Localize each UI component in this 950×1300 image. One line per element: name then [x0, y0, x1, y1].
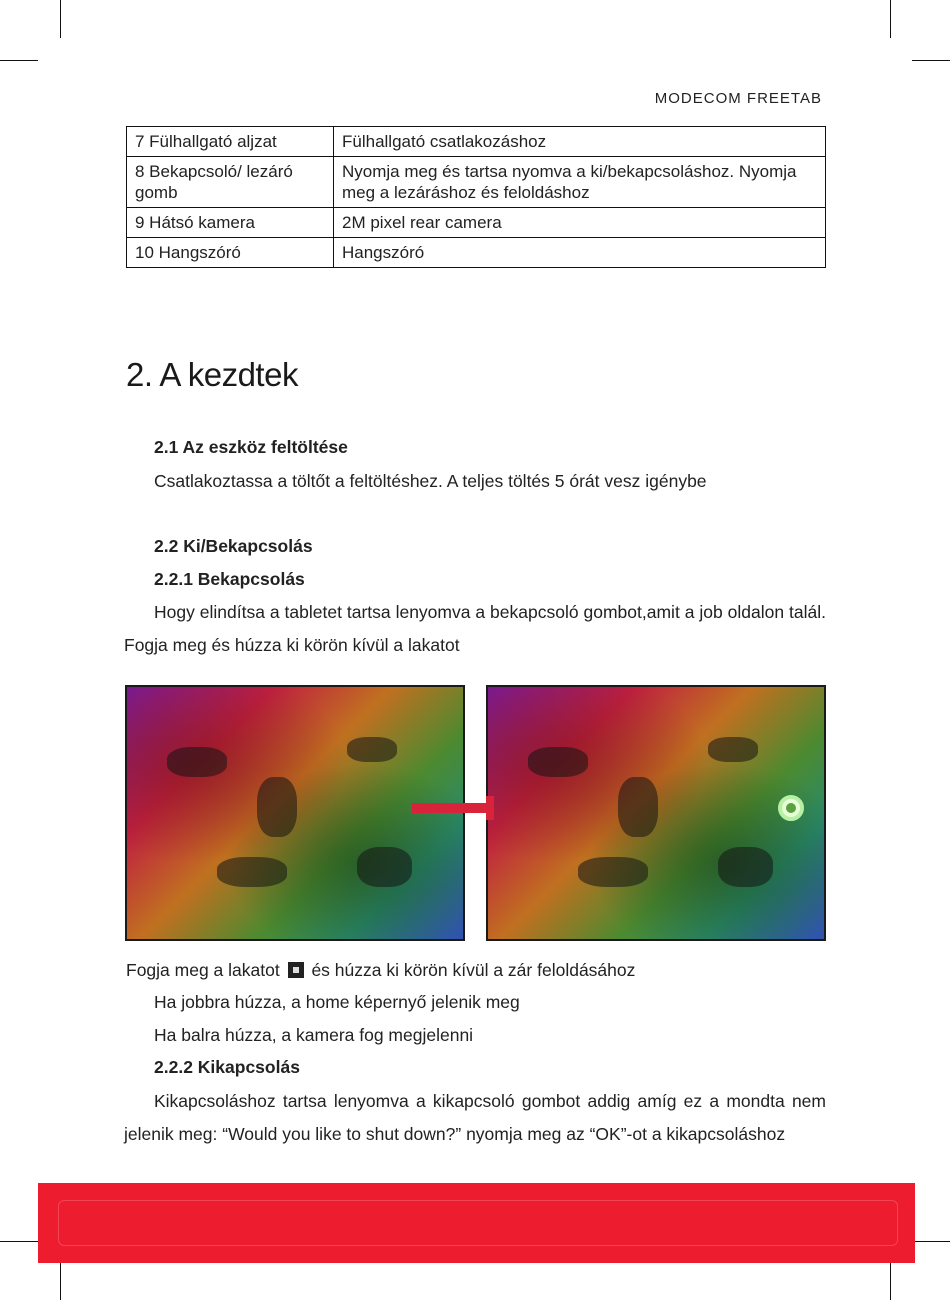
crop-mark [890, 1262, 891, 1300]
table-row [127, 127, 826, 157]
table-row [127, 157, 826, 208]
unlock-dot [786, 803, 796, 813]
caption-after: és húzza ki körön kívül a zár feloldásához [311, 960, 636, 980]
table-row [127, 238, 826, 268]
note-left: Ha balra húzza, a kamera fog megjelenni [154, 1025, 474, 1045]
heading-charging: 2.1 Az eszköz feltöltése [154, 437, 348, 457]
heading-power-on: 2.2.1 Bekapcsolás [154, 569, 305, 589]
arrow-right-icon [412, 803, 492, 813]
heading-power-off: 2.2.2 Kikapcsolás [154, 1057, 300, 1077]
caption-line [126, 960, 635, 981]
crop-mark [60, 1262, 61, 1300]
lock-icon [288, 962, 304, 978]
crop-mark [0, 1241, 38, 1242]
note-right: Ha jobbra húzza, a home képernyő jelenik meg [154, 992, 520, 1012]
paragraph-power-on: Hogy elindítsa a tabletet tartsa lenyomva a bekapcsoló gombot,amit a job oldalon talál. Fogja meg és húzza ki körön kívül a lakatot [124, 602, 826, 655]
lockscreen-screenshot-right [486, 685, 826, 941]
table-cell-desc: Hangszóró [334, 238, 826, 268]
footer-frame [58, 1200, 898, 1246]
paragraph-power-off: Kikapcsoláshoz tartsa lenyomva a kikapcsoló gombot addig amíg ez a mondta nem jelenik meg: “Would you like to shut down?” nyomja meg az “OK”-ot a kikapcsoláshoz [124, 1091, 826, 1144]
running-header: MODECOM FREETAB [654, 90, 822, 107]
table-cell-desc: Fülhallgató csatlakozáshoz [334, 127, 826, 157]
table-cell-label: 8 Bekapcsoló/ lezáró gomb [127, 157, 334, 208]
spec-table [126, 126, 826, 268]
crop-mark [912, 1241, 950, 1242]
heading-power: 2.2 Ki/Bekapcsolás [154, 536, 313, 556]
table-cell-label: 7 Fülhallgató aljzat [127, 127, 334, 157]
crop-mark [890, 0, 891, 38]
table-row [127, 208, 826, 238]
table-cell-label: 10 Hangszóró [127, 238, 334, 268]
crop-mark [60, 0, 61, 38]
caption-before: Fogja meg a lakatot [126, 960, 280, 980]
table-cell-label: 9 Hátsó kamera [127, 208, 334, 238]
table-cell-desc: Nyomja meg és tartsa nyomva a ki/bekapcsoláshoz. Nyomja meg a lezáráshoz és feloldáshoz [334, 157, 826, 208]
paragraph-charging: Csatlakoztassa a töltőt a feltöltéshez. A teljes töltés 5 órát vesz igénybe [154, 471, 707, 491]
section-title: 2. A kezdtek [126, 356, 298, 393]
table-cell-desc: 2M pixel rear camera [334, 208, 826, 238]
crop-mark [0, 60, 38, 61]
arrow-tip [486, 796, 494, 820]
lockscreen-screenshot-left [125, 685, 465, 941]
crop-mark [912, 60, 950, 61]
